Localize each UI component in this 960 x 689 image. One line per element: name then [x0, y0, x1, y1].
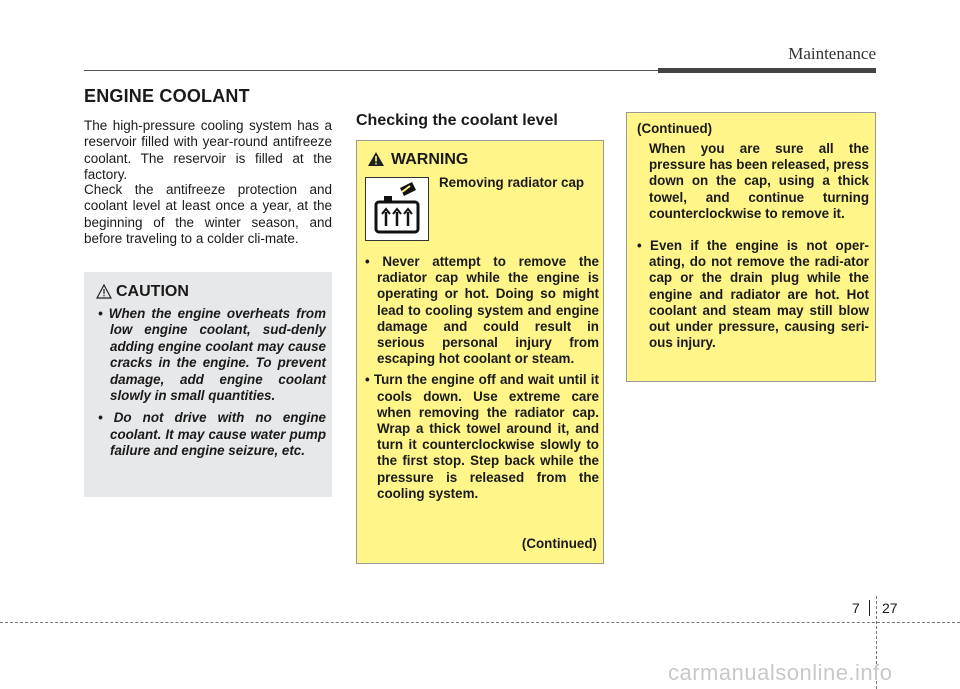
continued-list: [637, 238, 869, 351]
page-chapter: 7: [852, 600, 860, 616]
header-rule-accent: [658, 68, 876, 73]
warning-box: [356, 140, 604, 564]
radiator-steam-icon: [365, 177, 429, 241]
continued-box: [626, 112, 876, 382]
warning-item: • Turn the engine off and wait until it cools down. Use extreme care when removing the radiator cap. Wrap a thick towel around it, and turn it counterclockwise slowly to the first stop. Step back while the pressure is released from the cooling system.: [365, 372, 599, 501]
continued-paragraph: When you are sure all the pressure has been released, press down on the cap, using a thick towel, and continue turning counterclockwise to remove it.: [649, 141, 869, 221]
page-number: 27: [882, 600, 898, 616]
intro-paragraph-1: The high-pressure cooling system has a reservoir filled with year-round antifreeze coolant. The reservoir is filled at the factory.: [84, 118, 332, 183]
warning-list: [365, 254, 599, 507]
caution-triangle-icon: [96, 284, 112, 299]
warning-item: • Never attempt to remove the radiator cap while the engine is operating or hot. Doing so might lead to cooling system and engine damage and could result in serious personal injury from escaping hot coolant or steam.: [365, 254, 599, 367]
warning-continued: (Continued): [521, 536, 597, 551]
warning-triangle-icon: [367, 151, 385, 167]
caution-box: [84, 272, 332, 497]
continued-title: (Continued): [637, 121, 713, 136]
warning-subtitle: Removing radiator cap: [439, 175, 585, 190]
header-title: Maintenance: [788, 44, 876, 63]
intro-paragraph-2: Check the antifreeze protection and coolant level at least once a year, at the beginning of the winter season, and before traveling to a colder cli-mate.: [84, 182, 332, 247]
caution-item: • Do not drive with no engine coolant. It may cause water pump failure and engine seizure, etc.: [98, 410, 326, 459]
section-title: ENGINE COOLANT: [84, 86, 250, 106]
warning-title: WARNING: [391, 151, 469, 168]
checking-heading: Checking the coolant level: [356, 112, 558, 129]
caution-title: CAUTION: [116, 283, 189, 300]
footer-rule: [0, 622, 960, 623]
caution-item: • When the engine overheats from low engine coolant, sud-denly adding engine coolant may cause cracks in the engine. To prevent damage, add engine coolant slowly in small quantities.: [98, 306, 326, 404]
page-separator: [869, 600, 870, 616]
watermark: carmanualsonline.info: [668, 660, 893, 685]
caution-list: [92, 306, 326, 466]
continued-item: • Even if the engine is not oper-ating, do not remove the radi-ator cap or the drain plug while the engine and radiator are hot. Hot coolant and steam may still blow out under pressure, causing seri-ous injury.: [637, 238, 869, 351]
